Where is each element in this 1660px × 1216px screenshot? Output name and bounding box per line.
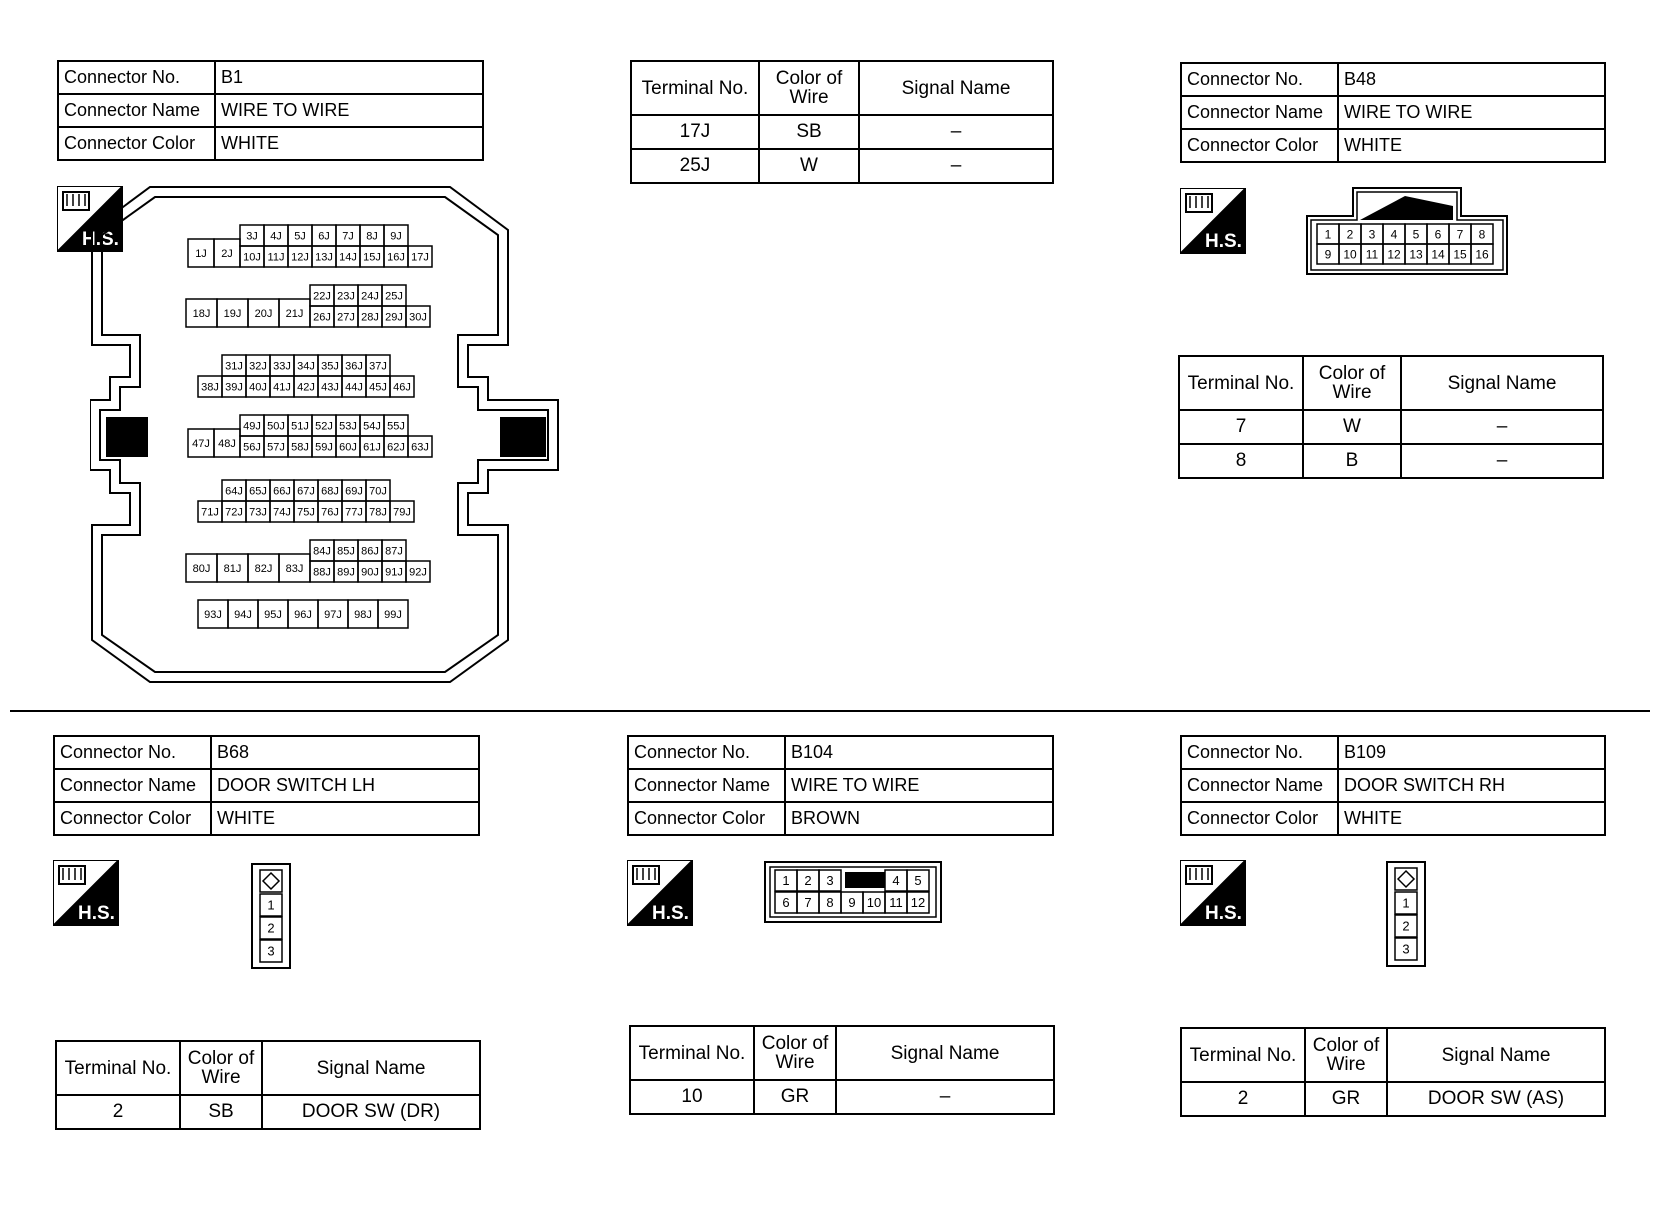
header-signal-name: Signal Name xyxy=(1387,1028,1605,1082)
pin-label: 65J xyxy=(249,485,267,498)
b1-connector-no: B1 xyxy=(215,61,483,94)
pin-label: 32J xyxy=(249,360,267,373)
pin-label: 11J xyxy=(267,251,285,264)
terminal-no: 2 xyxy=(1181,1082,1305,1116)
pin-label: 48J xyxy=(218,437,236,450)
header-color-of-wire: Color of Wire xyxy=(1305,1028,1387,1082)
signal-name: DOOR SW (DR) xyxy=(262,1095,480,1129)
pin-label: 3 xyxy=(826,873,834,889)
header-signal-name: Signal Name xyxy=(1401,356,1603,410)
pin-label: 2 xyxy=(1402,918,1410,934)
table-row xyxy=(1179,444,1603,478)
pin-label: 2 xyxy=(267,920,275,936)
pin-label: 34J xyxy=(297,360,315,373)
pin-label: 52J xyxy=(315,420,333,433)
label-connector-no: Connector No. xyxy=(1181,63,1338,96)
header-terminal-no: Terminal No. xyxy=(1179,356,1303,410)
pin-label: 58J xyxy=(291,441,309,454)
table-row xyxy=(1181,1082,1605,1116)
pin-label: 66J xyxy=(273,485,291,498)
table-row xyxy=(56,1095,480,1129)
b68-connector-no: B68 xyxy=(211,736,479,769)
table-row xyxy=(630,1080,1054,1114)
header-signal-name: Signal Name xyxy=(859,61,1053,115)
pin-label: 13J xyxy=(315,251,333,264)
pin-label: 6 xyxy=(782,895,790,911)
b48-terminal-table xyxy=(1178,355,1604,479)
pin-label: 10J xyxy=(243,251,261,264)
pin-label: 45J xyxy=(369,381,387,394)
pin-label: 4 xyxy=(1390,227,1398,242)
b109-connector-color: WHITE xyxy=(1338,802,1605,835)
signal-name: – xyxy=(859,115,1053,149)
pin-label: 39J xyxy=(225,381,243,394)
pin-label: 47J xyxy=(192,437,210,450)
svg-text:H.S.: H.S. xyxy=(652,903,689,924)
b104-terminal-table xyxy=(629,1025,1055,1115)
b109-connector-info xyxy=(1180,735,1606,836)
signal-name: – xyxy=(1401,410,1603,444)
pin-label: 16J xyxy=(387,251,405,264)
pin-label: 15 xyxy=(1453,247,1467,262)
b104-connector-face xyxy=(763,860,943,924)
b1-connector-name: WIRE TO WIRE xyxy=(215,94,483,127)
pin-label: 70J xyxy=(369,485,387,498)
pin-label: 9J xyxy=(390,230,402,243)
pin-label: 12 xyxy=(910,895,926,911)
pin-label: 27J xyxy=(337,311,355,324)
pin-label: 64J xyxy=(225,485,243,498)
pin-label: 1 xyxy=(782,873,790,889)
terminal-no: 10 xyxy=(630,1080,754,1114)
pin-label: 67J xyxy=(297,485,315,498)
header-color-of-wire: Color of Wire xyxy=(180,1041,262,1095)
label-connector-name: Connector Name xyxy=(1181,96,1338,129)
terminal-no: 8 xyxy=(1179,444,1303,478)
pin-label: 85J xyxy=(337,545,355,558)
pin-label: 15J xyxy=(363,251,381,264)
pin-label: 91J xyxy=(385,566,403,579)
pin-label: 69J xyxy=(345,485,363,498)
pin-label: 36J xyxy=(345,360,363,373)
label-connector-no: Connector No. xyxy=(628,736,785,769)
pin-label: 1 xyxy=(1324,227,1332,242)
pin-label: 18J xyxy=(192,307,211,320)
pin-label: 12J xyxy=(291,251,309,264)
wire-color: SB xyxy=(180,1095,262,1129)
hs-harness-side-icon xyxy=(1180,188,1246,254)
b1-terminal-table xyxy=(630,60,1054,184)
header-terminal-no: Terminal No. xyxy=(631,61,759,115)
pin-label: 14J xyxy=(339,251,357,264)
pin-label: 7 xyxy=(1456,227,1464,242)
header-signal-name: Signal Name xyxy=(836,1026,1054,1080)
pin-label: 11 xyxy=(889,895,903,911)
pin-label: 68J xyxy=(321,485,339,498)
pin-label: 11 xyxy=(1365,247,1379,262)
pin-label: 99J xyxy=(384,608,402,621)
label-connector-no: Connector No. xyxy=(1181,736,1338,769)
label-connector-no: Connector No. xyxy=(58,61,215,94)
wire-color: W xyxy=(1303,410,1401,444)
pin-label: 90J xyxy=(361,566,379,579)
pin-label: 6 xyxy=(1434,227,1442,242)
svg-text:H.S.: H.S. xyxy=(78,903,115,924)
pin-label: 35J xyxy=(321,360,339,373)
pin-label: 73J xyxy=(249,506,267,519)
label-connector-color: Connector Color xyxy=(1181,129,1338,162)
label-connector-no: Connector No. xyxy=(54,736,211,769)
pin-label: 93J xyxy=(204,608,222,621)
pin-label: 46J xyxy=(393,381,411,394)
pin-label: 38J xyxy=(201,381,219,394)
pin-label: 98J xyxy=(354,608,372,621)
pin-label: 61J xyxy=(363,441,381,454)
header-color-of-wire: Color of Wire xyxy=(1303,356,1401,410)
pin-label: 56J xyxy=(243,441,261,454)
pin-label: 19J xyxy=(223,307,242,320)
pin-label: 74J xyxy=(273,506,291,519)
label-connector-color: Connector Color xyxy=(628,802,785,835)
svg-text:H.S.: H.S. xyxy=(1205,903,1242,924)
svg-text:H.S.: H.S. xyxy=(1205,231,1242,252)
wire-color: B xyxy=(1303,444,1401,478)
label-connector-color: Connector Color xyxy=(58,127,215,160)
pin-label: 81J xyxy=(223,562,242,575)
b48-connector-color: WHITE xyxy=(1338,129,1605,162)
pin-label: 7J xyxy=(342,230,354,243)
pin-label: 96J xyxy=(294,608,312,621)
pin-label: 77J xyxy=(345,506,363,519)
b104-connector-info xyxy=(627,735,1054,836)
header-color-of-wire: Color of Wire xyxy=(759,61,859,115)
b68-connector-color: WHITE xyxy=(211,802,479,835)
pin-label: 29J xyxy=(385,311,403,324)
pin-label: 78J xyxy=(369,506,387,519)
b109-terminal-table xyxy=(1180,1027,1606,1117)
pin-label: 71J xyxy=(201,506,219,519)
b48-connector-name: WIRE TO WIRE xyxy=(1338,96,1605,129)
pin-label: 28J xyxy=(361,311,379,324)
label-connector-color: Connector Color xyxy=(54,802,211,835)
table-row xyxy=(631,115,1053,149)
pin-label: 21J xyxy=(285,307,304,320)
pin-label: 87J xyxy=(385,545,403,558)
pin-label: 3J xyxy=(246,230,258,243)
label-connector-name: Connector Name xyxy=(54,769,211,802)
pin-label: 55J xyxy=(387,420,405,433)
pin-label: 88J xyxy=(313,566,331,579)
pin-label: 89J xyxy=(337,566,355,579)
pin-label: 86J xyxy=(361,545,379,558)
pin-label: 3 xyxy=(267,943,275,959)
pin-label: 5 xyxy=(914,873,922,889)
pin-label: 2 xyxy=(1346,227,1354,242)
b48-connector-info xyxy=(1180,62,1606,163)
pin-label: 51J xyxy=(291,420,309,433)
wire-color: GR xyxy=(1305,1082,1387,1116)
pin-label: 83J xyxy=(285,562,304,575)
signal-name: – xyxy=(859,149,1053,183)
header-color-of-wire: Color of Wire xyxy=(754,1026,836,1080)
pin-label: 4J xyxy=(270,230,282,243)
table-row xyxy=(1179,410,1603,444)
pin-label: 95J xyxy=(264,608,282,621)
pin-label: 26J xyxy=(313,311,331,324)
b48-connector-no: B48 xyxy=(1338,63,1605,96)
b1-connector-face xyxy=(90,185,560,685)
terminal-no: 25J xyxy=(631,149,759,183)
label-connector-name: Connector Name xyxy=(628,769,785,802)
terminal-no: 17J xyxy=(631,115,759,149)
wire-color: GR xyxy=(754,1080,836,1114)
hs-harness-side-icon xyxy=(1180,860,1246,926)
pin-label: 5J xyxy=(294,230,306,243)
pin-label: 17J xyxy=(411,251,429,264)
b48-key xyxy=(1360,196,1453,220)
pin-label: 20J xyxy=(254,307,273,320)
pin-label: 10 xyxy=(866,895,882,911)
pin-label: 79J xyxy=(393,506,411,519)
pin-label: 76J xyxy=(321,506,339,519)
pin-label: 84J xyxy=(313,545,331,558)
pin-label: 41J xyxy=(273,381,291,394)
header-terminal-no: Terminal No. xyxy=(56,1041,180,1095)
b109-connector-no: B109 xyxy=(1338,736,1605,769)
pin-label: 94J xyxy=(234,608,252,621)
pin-label: 24J xyxy=(361,290,379,303)
pin-label: 5 xyxy=(1412,227,1420,242)
pin-label: 6J xyxy=(318,230,330,243)
pin-label: 3 xyxy=(1368,227,1376,242)
signal-name: DOOR SW (AS) xyxy=(1387,1082,1605,1116)
pin-label: 13 xyxy=(1409,247,1423,262)
wire-color: SB xyxy=(759,115,859,149)
b104-key xyxy=(845,872,885,888)
pin-label: 44J xyxy=(345,381,363,394)
pin-label: 1J xyxy=(195,247,207,260)
label-connector-name: Connector Name xyxy=(1181,769,1338,802)
pin-label: 53J xyxy=(339,420,357,433)
hs-harness-side-icon xyxy=(53,860,119,926)
b68-terminal-table xyxy=(55,1040,481,1130)
pin-label: 23J xyxy=(337,290,355,303)
pin-label: 8J xyxy=(366,230,378,243)
b1-connector-color: WHITE xyxy=(215,127,483,160)
b1-connector-info xyxy=(57,60,484,161)
wire-color: W xyxy=(759,149,859,183)
hs-harness-side-icon xyxy=(627,860,693,926)
pin-label: 8 xyxy=(1478,227,1486,242)
signal-name: – xyxy=(836,1080,1054,1114)
section-divider xyxy=(10,710,1650,712)
pin-label: 97J xyxy=(324,608,342,621)
b104-connector-color: BROWN xyxy=(785,802,1053,835)
b68-connector-face xyxy=(250,862,292,970)
pin-label: 54J xyxy=(363,420,381,433)
header-terminal-no: Terminal No. xyxy=(630,1026,754,1080)
pin-label: 33J xyxy=(273,360,291,373)
pin-label: 22J xyxy=(313,290,331,303)
b68-connector-info xyxy=(53,735,480,836)
header-terminal-no: Terminal No. xyxy=(1181,1028,1305,1082)
header-signal-name: Signal Name xyxy=(262,1041,480,1095)
pin-label: 59J xyxy=(315,441,333,454)
pin-label: 1 xyxy=(267,897,275,913)
b1-right-lock xyxy=(500,417,546,457)
pin-label: 62J xyxy=(387,441,405,454)
pin-label: 7 xyxy=(804,895,812,911)
pin-label: 25J xyxy=(385,290,403,303)
pin-label: 9 xyxy=(848,895,856,911)
b104-connector-no: B104 xyxy=(785,736,1053,769)
b68-connector-name: DOOR SWITCH LH xyxy=(211,769,479,802)
pin-label: 2 xyxy=(804,873,812,889)
b104-connector-name: WIRE TO WIRE xyxy=(785,769,1053,802)
pin-label: 2J xyxy=(221,247,233,260)
pin-label: 1 xyxy=(1402,895,1410,911)
terminal-no: 2 xyxy=(56,1095,180,1129)
pin-label: 75J xyxy=(297,506,315,519)
pin-label: 12 xyxy=(1387,247,1401,262)
pin-label: 4 xyxy=(892,873,900,889)
b109-connector-name: DOOR SWITCH RH xyxy=(1338,769,1605,802)
pin-label: 3 xyxy=(1402,941,1410,957)
b109-connector-face xyxy=(1385,860,1427,968)
label-connector-color: Connector Color xyxy=(1181,802,1338,835)
pin-label: 40J xyxy=(249,381,267,394)
pin-label: 60J xyxy=(339,441,357,454)
pin-label: 50J xyxy=(267,420,285,433)
pin-label: 72J xyxy=(225,506,243,519)
pin-label: 43J xyxy=(321,381,339,394)
pin-label: 63J xyxy=(411,441,429,454)
pin-label: 10 xyxy=(1343,247,1357,262)
hs-label: H.S. xyxy=(82,229,119,250)
pin-label: 49J xyxy=(243,420,261,433)
pin-label: 82J xyxy=(254,562,273,575)
pin-label: 14 xyxy=(1431,247,1445,262)
b48-connector-face xyxy=(1305,186,1510,276)
b1-left-lock xyxy=(106,417,148,457)
pin-label: 30J xyxy=(409,311,427,324)
pin-label: 31J xyxy=(225,360,243,373)
pin-label: 80J xyxy=(192,562,211,575)
pin-label: 8 xyxy=(826,895,834,911)
pin-label: 42J xyxy=(297,381,315,394)
label-connector-name: Connector Name xyxy=(58,94,215,127)
pin-label: 37J xyxy=(369,360,387,373)
table-row xyxy=(631,149,1053,183)
terminal-no: 7 xyxy=(1179,410,1303,444)
pin-label: 57J xyxy=(267,441,285,454)
pin-label: 9 xyxy=(1324,247,1332,262)
signal-name: – xyxy=(1401,444,1603,478)
pin-label: 92J xyxy=(409,566,427,579)
pin-label: 16 xyxy=(1475,247,1489,262)
